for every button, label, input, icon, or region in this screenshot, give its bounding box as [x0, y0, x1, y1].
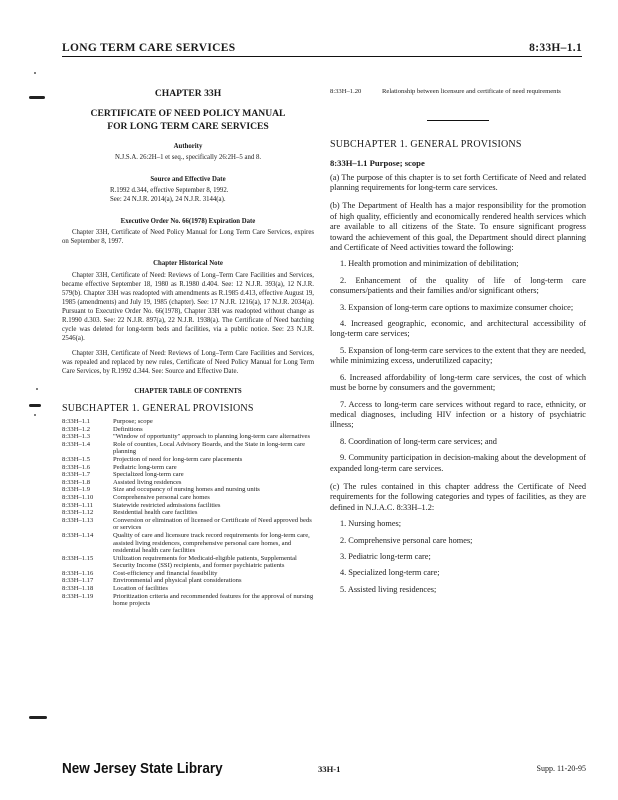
history-paragraph-2: Chapter 33H, Certificate of Need: Reviews of Long–Term Care Facilities and Services, was repealed and replaced by new rules, Certificate of Need Policy Manual for Long Term Care Services, by R.1992 d.344. See: Source and Effective Date. [62, 350, 314, 375]
toc-entry-number: 8:33H–1.20 [330, 88, 362, 95]
paragraph-c: (c) The rules contained in this chapter address the Certificate of Need requirements for the following categories and types of facilities, as they are defined in N.J.A.C. 8:33H–1.2: [330, 481, 586, 512]
paragraph-a: (a) The purpose of this chapter is to set forth Certificate of Need and related planning requirements for long-term care services. [330, 172, 586, 192]
toc-row [62, 426, 314, 434]
executive-order-heading: Executive Order No. 66(1978) Expiration Date [120, 218, 256, 225]
running-header [62, 36, 582, 57]
toc-entry-number: 8:33H–1.8 [62, 478, 91, 486]
toc-row [62, 509, 314, 517]
toc-row [62, 486, 314, 494]
toc-entry-title: Pediatric long-term care [113, 463, 177, 471]
toc-row [62, 418, 314, 426]
paragraph-b: (b) The Department of Health has a major responsibility for the promotion of high quality, efficiently and economically rendered health services which are available to all citizens of the State. To ensure significant progress toward the achievement of this goal, the Department should direct planning and Certificate of Need activities toward the following: [330, 201, 586, 253]
toc-entry-number: 8:33H–1.1 [62, 418, 91, 425]
toc-entry-continued [330, 88, 586, 96]
header-section-number: 8:33H–1.1 [529, 42, 582, 54]
chapter-number: CHAPTER 33H [154, 88, 222, 99]
toc-entry-number: 8:33H–1.7 [62, 471, 91, 479]
toc-entry-number: 8:33H–1.18 [62, 585, 94, 593]
toc-entry-number: 8:33H–1.11 [62, 501, 94, 509]
toc-row [62, 494, 314, 502]
subchapter-heading: SUBCHAPTER 1. GENERAL PROVISIONS [330, 138, 522, 150]
toc-row [62, 585, 314, 593]
left-column [62, 88, 314, 608]
toc-entry-title: Location of facilities [113, 585, 168, 593]
history-heading: Chapter Historical Note [153, 260, 223, 267]
source-line-1: R.1992 d.344, effective September 8, 1992. [110, 187, 229, 194]
section-divider [427, 120, 489, 121]
list-item: 5. Expansion of long-term care services to the extent that they are needed, while minimizing excess, underutilized capacity; [330, 345, 586, 366]
toc-entry-number: 8:33H–1.15 [62, 554, 94, 562]
supplement-date: Supp. 11-20-95 [536, 764, 586, 773]
list-item: 2. Enhancement of the quality of life of long-term care consumers/patients and their families and/or significant others; [330, 275, 586, 296]
paragraph-c-list [330, 519, 586, 595]
toc-entry-number: 8:33H–1.5 [62, 455, 91, 463]
list-item: 3. Pediatric long-term care; [340, 551, 431, 561]
history-paragraph-1: Chapter 33H, Certificate of Need: Reviews of Long–Term Care Facilities and Services, became effective September 18, 1980 as R.1980 d.404. See: 12 N.J.R. 393(a), 12 N.J.R. 579(b). Chapter 33H was readopted with amendments as R.1985 d.413, effective August 19, 1985 (amendments) and July 19, 1985 (chapter). See: 17 N.J.R. 1216(a), 17 N.J.R. 2034(a). Pursuant to Executive Order No. 66(1978), Chapter 33H was readopted without change as R.1990 d.303. See: 22 N.J.R. 897(a), 22 N.J.R. 1938(a). The Certificate of Need batching cycle was deleted for long-term beds and facilities, via a public notice. See: 23 N.J.R. 2546(a). [62, 272, 314, 342]
margin-mark [29, 96, 45, 99]
list-item: 4. Increased geographic, economic, and architectural accessibility of long-term care services; [330, 319, 586, 339]
toc-entry-title: Residential health care facilities [113, 509, 198, 517]
list-item: 8. Coordination of long-term care services; and [340, 436, 497, 446]
toc-entry-title: Size and occupancy of nursing homes and nursing units [113, 486, 260, 494]
authority-heading: Authority [173, 143, 203, 150]
list-item: 6. Increased affordability of long-term care services, the cost of which must be borne by consumers and the government; [330, 372, 586, 393]
toc-row [62, 502, 314, 510]
toc-entry-title: Role of counties, Local Advisory Boards, and the State in long-term care planning [113, 440, 306, 456]
toc-entry-title: Definitions [113, 425, 143, 433]
toc-row [62, 479, 314, 487]
section-heading: 8:33H–1.1 Purpose; scope [330, 157, 425, 168]
margin-dot [34, 414, 36, 416]
list-item: 1. Nursing homes; [340, 519, 402, 529]
list-item: 3. Expansion of long-term care options to maximize consumer choice; [340, 302, 574, 312]
toc-entry-number: 8:33H–1.9 [62, 486, 91, 494]
chapter-title-line-2: FOR LONG TERM CARE SERVICES [107, 121, 269, 132]
margin-mark [29, 404, 41, 407]
toc-entry-number: 8:33H–1.4 [62, 440, 91, 448]
toc-row [62, 441, 314, 456]
list-item: 2. Comprehensive personal care homes; [340, 535, 473, 545]
toc-heading: CHAPTER TABLE OF CONTENTS [134, 388, 242, 395]
toc-entry-number: 8:33H–1.2 [62, 425, 91, 433]
toc-row [62, 464, 314, 472]
toc-entry-title: Statewide restricted admissions facilities [113, 501, 221, 509]
toc-entry-title: Assisted living residences [113, 478, 182, 486]
page-footer [62, 760, 586, 780]
toc-row [62, 577, 314, 585]
toc-entry-title: Prioritization criteria and recommended features for the approval of nursing home projects [113, 592, 314, 608]
executive-order-text: Chapter 33H, Certificate of Need Policy Manual for Long Term Care Services, expires on September 8, 1997. [62, 229, 314, 245]
toc-row [62, 517, 314, 532]
header-title: LONG TERM CARE SERVICES [62, 42, 236, 54]
toc-entry-title: "Window of opportunity" approach to planning long-term care alternatives [113, 433, 311, 441]
list-item: 5. Assisted living residences; [340, 584, 437, 594]
toc-entry-title: Relationship between licensure and certificate of need requirements [382, 88, 561, 95]
list-item: 9. Community participation in decision-making about the development of expanded long-term care services. [330, 453, 586, 473]
toc-entry-number: 8:33H–1.14 [62, 531, 94, 539]
toc-entry-title: Quality of care and licensure track record requirements for long-term care, assisted living residences, comprehensive personal care homes, and residential health care facilities [113, 531, 310, 555]
toc-row [62, 456, 314, 464]
toc-row [62, 555, 314, 570]
toc-entry-number: 8:33H–1.10 [62, 493, 94, 501]
toc-entry-title: Specialized long-term care [113, 471, 184, 479]
toc-row [62, 532, 314, 555]
toc-entry-title: Purpose; scope [113, 418, 153, 425]
toc-entry-title: Conversion or elimination of licensed or Certificate of Need approved beds or services [113, 516, 312, 532]
margin-dot [34, 72, 36, 74]
toc-entry-number: 8:33H–1.12 [62, 509, 94, 517]
page-number: 33H-1 [318, 764, 341, 774]
source-line-2: See: 24 N.J.R. 2014(a), 24 N.J.R. 3144(a). [110, 196, 226, 203]
toc-row [62, 471, 314, 479]
list-item: 1. Health promotion and minimization of debilitation; [340, 259, 519, 269]
chapter-title-line-1: CERTIFICATE OF NEED POLICY MANUAL [90, 108, 286, 119]
authority-text: N.J.S.A. 26:2H–1 et seq., specifically 26:2H–5 and 8. [114, 154, 262, 161]
toc-entry-number: 8:33H–1.3 [62, 433, 91, 441]
toc-entry-title: Comprehensive personal care homes [113, 493, 210, 501]
list-item: 4. Specialized long-term care; [340, 568, 440, 578]
toc-entry-title: Projection of need for long-term care placements [113, 455, 243, 463]
toc-row [62, 570, 314, 578]
toc-entry-number: 8:33H–1.17 [62, 577, 94, 585]
toc-entry-title: Cost-efficiency and financial feasibility [113, 569, 218, 577]
toc-entry-number: 8:33H–1.19 [62, 592, 94, 600]
margin-dot [36, 388, 38, 390]
right-column [330, 88, 586, 595]
library-stamp: New Jersey State Library [62, 760, 223, 777]
toc-entry-title: Environmental and physical plant considerations [113, 577, 242, 585]
paragraph-b-list [330, 259, 586, 474]
source-heading: Source and Effective Date [150, 176, 226, 183]
toc-entry-title: Utilization requirements for Medicaid-eligible patients, Supplemental Security Income (SSI) recipients, and former psychiatric patients [113, 554, 297, 570]
margin-mark [29, 716, 47, 719]
list-item: 7. Access to long-term care services without regard to race, ethnicity, or medical diagnoses, including HIV infection or a history of psychiatric illness; [330, 399, 586, 430]
toc-entry-number: 8:33H–1.13 [62, 516, 94, 524]
table-of-contents [62, 418, 314, 608]
toc-entry-number: 8:33H–1.6 [62, 463, 91, 471]
toc-entry-number: 8:33H–1.16 [62, 569, 94, 577]
toc-row [62, 433, 314, 441]
toc-row [62, 593, 314, 608]
toc-subchapter-heading: SUBCHAPTER 1. GENERAL PROVISIONS [62, 403, 254, 414]
